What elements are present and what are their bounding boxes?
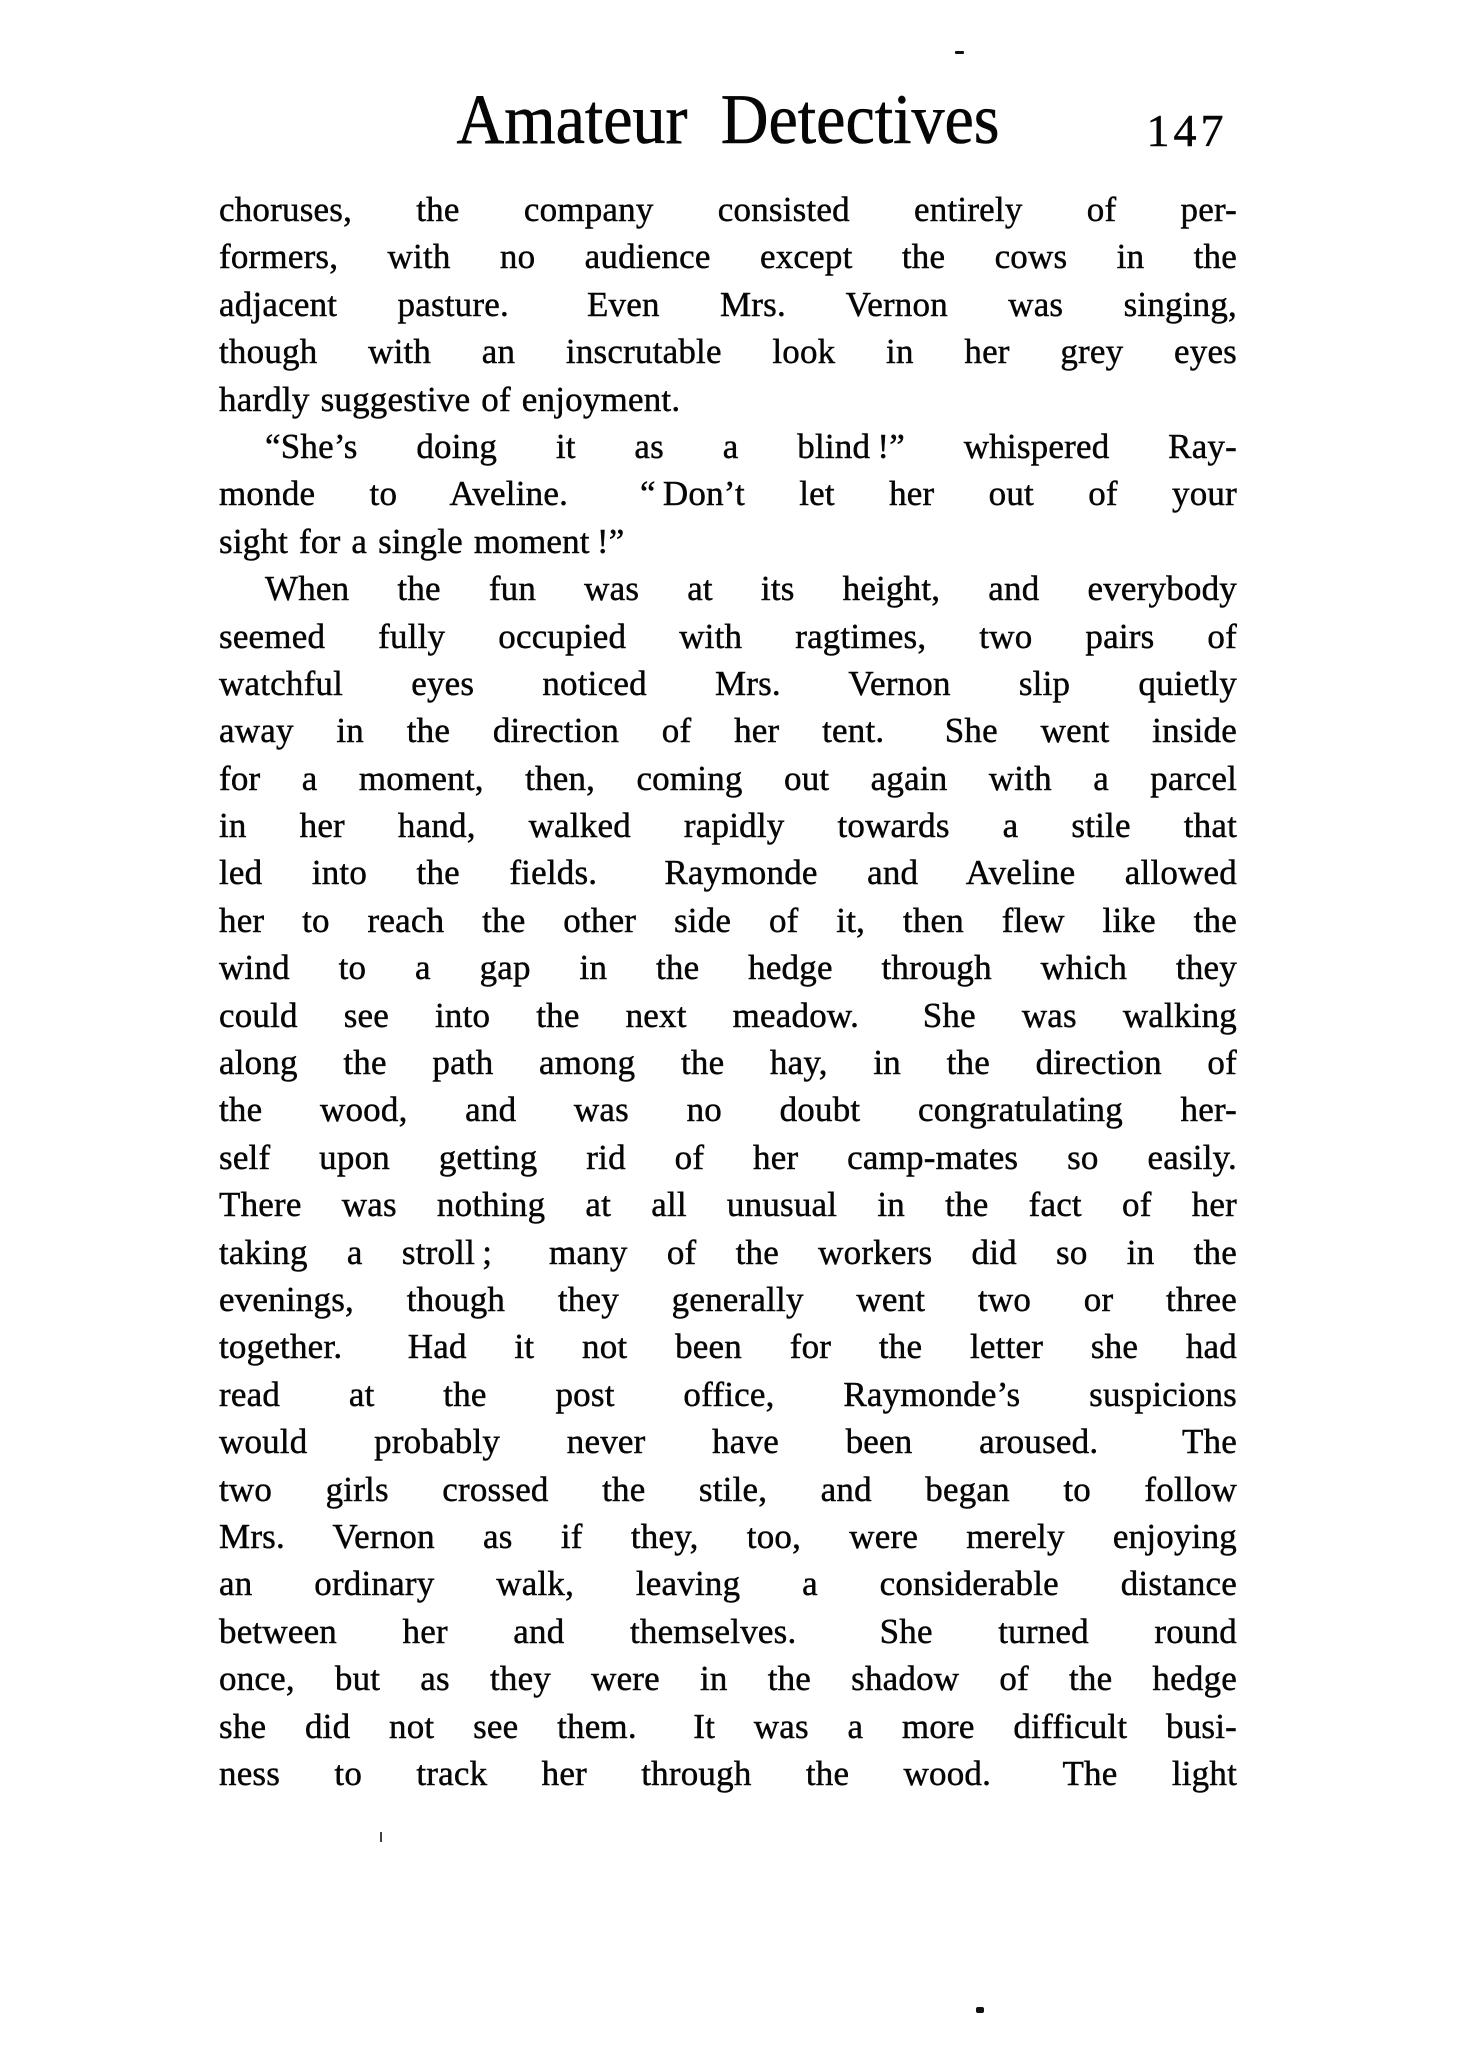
text-line: once, but as they were in the shadow of the hedge — [219, 1659, 1237, 1699]
text-line: monde to Aveline. “ Don’t let her out of your — [219, 474, 1237, 514]
text-line: though with an inscrutable look in her grey eyes — [219, 332, 1237, 372]
text-line: adjacent pasture. Even Mrs. Vernon was singing, — [219, 284, 1237, 324]
text-line: There was nothing at all unusual in the fact of her — [219, 1185, 1237, 1225]
text-line: an ordinary walk, leaving a considerable distance — [219, 1564, 1237, 1604]
scan-artifact-dash — [955, 51, 964, 54]
text-line: would probably never have been aroused. The — [219, 1422, 1237, 1462]
text-line: watchful eyes noticed Mrs. Vernon slip quietly — [219, 663, 1237, 703]
page-title: Amateur Detectives — [456, 81, 1000, 159]
page-number: 147 — [1146, 105, 1228, 156]
text-line: taking a stroll ; many of the workers did so in the — [219, 1232, 1237, 1272]
text-line: away in the direction of her tent. She went inside — [219, 711, 1237, 751]
text-line: evenings, though they generally went two or three — [219, 1279, 1237, 1319]
body-text — [219, 186, 1237, 1797]
text-line: between her and themselves. She turned round — [219, 1611, 1237, 1651]
text-line: Mrs. Vernon as if they, too, were merely enjoying — [219, 1516, 1237, 1556]
text-line: two girls crossed the stile, and began to follow — [219, 1469, 1237, 1509]
text-line: for a moment, then, coming out again with a parcel — [219, 758, 1237, 798]
text-line: formers, with no audience except the cows in the — [219, 237, 1237, 277]
text-line: she did not see them. It was a more difficult busi- — [219, 1706, 1237, 1746]
text-line: self upon getting rid of her camp-mates so easily. — [219, 1137, 1237, 1177]
text-line: in her hand, walked rapidly towards a stile that — [219, 806, 1237, 846]
scan-artifact-tick — [380, 1832, 382, 1842]
text-line: When the fun was at its height, and everybody — [265, 569, 1237, 609]
text-line: read at the post office, Raymonde’s suspicions — [219, 1374, 1237, 1414]
text-line: could see into the next meadow. She was walking — [219, 995, 1237, 1035]
scan-artifact-speck — [976, 2007, 984, 2013]
text-line: together. Had it not been for the letter she had — [219, 1327, 1237, 1367]
text-line: choruses, the company consisted entirely of per- — [219, 190, 1237, 229]
text-line: led into the fields. Raymonde and Aveline allowed — [219, 853, 1237, 893]
text-line: wind to a gap in the hedge through which they — [219, 948, 1237, 988]
text-line: along the path among the hay, in the direction of — [219, 1043, 1237, 1083]
text-line: sight for a single moment !” — [219, 521, 625, 561]
text-line: ness to track her through the wood. The light — [219, 1753, 1237, 1793]
text-line: her to reach the other side of it, then flew like the — [219, 900, 1237, 940]
text-line: the wood, and was no doubt congratulating her- — [219, 1090, 1237, 1130]
text-line: “She’s doing it as a blind !” whispered Ray- — [265, 426, 1237, 466]
text-line: hardly suggestive of enjoyment. — [219, 379, 681, 419]
text-line: seemed fully occupied with ragtimes, two pairs of — [219, 616, 1237, 656]
